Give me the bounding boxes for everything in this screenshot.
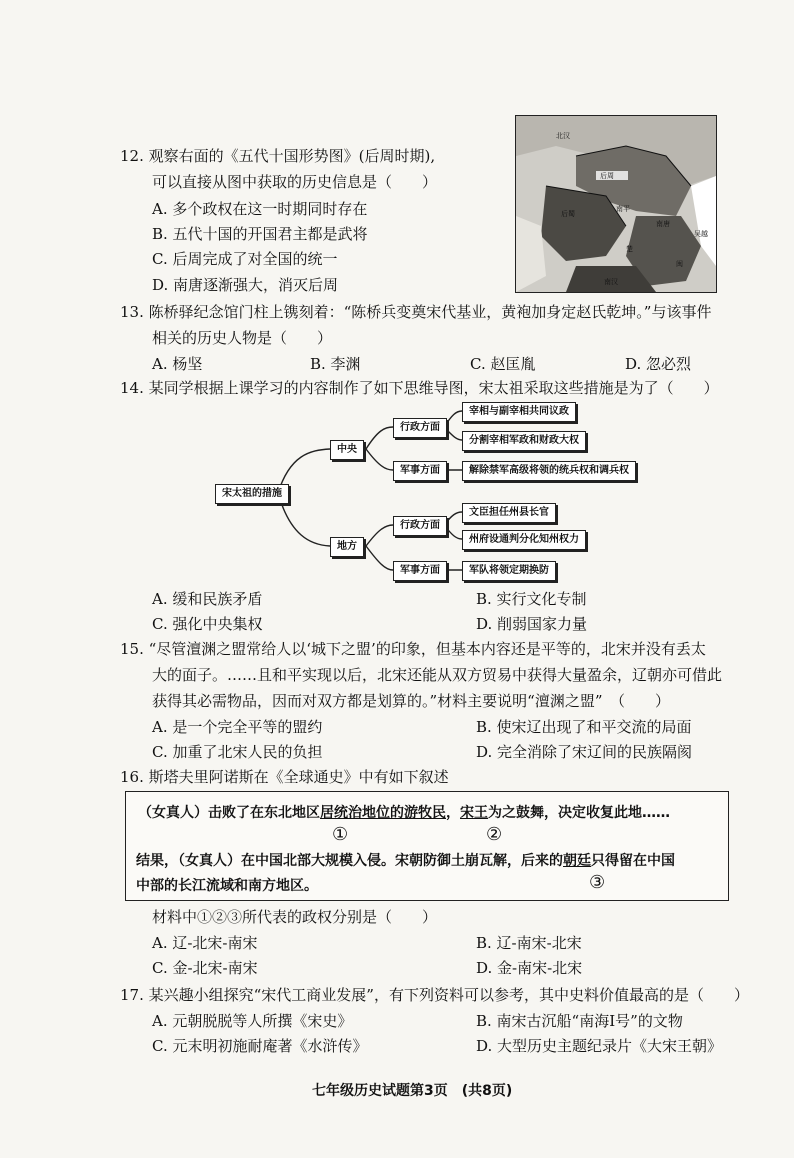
- quote-line1-part-a: （女真人）击败了在东北地区: [138, 805, 320, 821]
- map-label-nantang: 南唐: [656, 220, 670, 228]
- q17-option-b[interactable]: B. 南宋古沉船“南海Ⅰ号”的文物: [476, 1012, 683, 1030]
- q12-option-c[interactable]: C. 后周完成了对全国的统一: [152, 250, 338, 268]
- q17-option-d[interactable]: D. 大型历史主题纪录片《大宋王朝》: [476, 1037, 723, 1055]
- q13-stem-line2: 相关的历史人物是（ ）: [152, 329, 333, 347]
- q15-stem-line3: 获得其必需物品，因而对双方都是划算的。”材料主要说明“澶渊之盟” （ ）: [152, 692, 671, 710]
- page-footer: 七年级历史试题第3页 (共8页): [312, 1083, 513, 1099]
- q13-stem-line1: 13. 陈桥驿纪念馆门柱上镌刻着：“陈桥兵变奠宋代基业，黄袍加身定赵氏乾坤。”与该事件: [120, 303, 712, 321]
- map-label-houshu: 后蜀: [561, 210, 575, 218]
- quote-underline-1: 居统治地位的游牧民: [320, 805, 446, 821]
- mindmap-leaf-l-mil-1: 军队将领定期换防: [462, 561, 556, 581]
- q15-option-a[interactable]: A. 是一个完全平等的盟约: [152, 718, 323, 736]
- q17-option-c[interactable]: C. 元末明初施耐庵著《水浒传》: [152, 1037, 368, 1055]
- map-label-beihan: 北汉: [556, 132, 570, 140]
- quote-line1-part-e: 为之鼓舞，决定收复此地……: [488, 805, 670, 821]
- map-label-min: 闽: [676, 260, 683, 268]
- q14-option-c[interactable]: C. 强化中央集权: [152, 615, 263, 633]
- mindmap-leaf-c-admin-2: 分割宰相军政和财政大权: [462, 431, 586, 451]
- q16-quote-box: [125, 791, 729, 901]
- mindmap-leaf-c-admin-1: 宰相与副宰相共同议政: [462, 402, 576, 422]
- quote-line1: [138, 802, 670, 822]
- map-label-nanhan: 南汉: [604, 278, 618, 286]
- q15-option-b[interactable]: B. 使宋辽出现了和平交流的局面: [476, 718, 692, 736]
- q16-stem-line1: 16. 斯塔夫里阿诺斯在《全球通史》中有如下叙述: [120, 768, 449, 786]
- q17-stem-line1: 17. 某兴趣小组探究“宋代工商业发展”，有下列资料可以参考，其中史料价值最高的是（ ）: [120, 986, 749, 1004]
- q15-stem-line2: 大的面子。……且和平实现以后，北宋还能从双方贸易中获得大量盈余，辽朝亦可借此: [152, 666, 723, 684]
- q16-question: 材料中①②③所代表的政权分别是（ ）: [152, 908, 438, 926]
- map-label-houzhou: 后周: [600, 172, 614, 180]
- quote-line3: 中部的长江流域和南方地区。: [136, 878, 318, 894]
- q14-stem-line1: 14. 某同学根据上课学习的内容制作了如下思维导图，宋太祖采取这些措施是为了（ ）: [120, 379, 719, 397]
- q16-option-a[interactable]: A. 辽-北宋-南宋: [152, 934, 258, 952]
- marker-3: ③: [589, 872, 606, 893]
- q12-stem-line1: 12. 观察右面的《五代十国形势图》(后周时期),: [120, 147, 436, 165]
- mindmap-root: 宋太祖的措施: [215, 484, 289, 504]
- q15-option-c[interactable]: C. 加重了北宋人民的负担: [152, 743, 323, 761]
- mindmap-local: 地方: [330, 537, 364, 557]
- mindmap-local-military: 军事方面: [393, 561, 447, 581]
- q12-stem-line2: 可以直接从图中获取的历史信息是（ ）: [152, 173, 438, 191]
- q16-option-c[interactable]: C. 金-北宋-南宋: [152, 959, 258, 977]
- five-dynasties-map: [515, 115, 717, 293]
- quote-underline-3: 朝廷: [563, 853, 591, 869]
- quote-line2: [136, 850, 675, 870]
- q12-option-b[interactable]: B. 五代十国的开国君主都是武将: [152, 225, 368, 243]
- q16-option-d[interactable]: D. 金-南宋-北宋: [476, 959, 583, 977]
- q12-option-d[interactable]: D. 南唐逐渐强大，消灭后周: [152, 276, 339, 294]
- map-label-nanping: 南平: [616, 205, 630, 213]
- q13-option-b[interactable]: B. 李渊: [310, 355, 361, 373]
- quote-underline-2: 宋王: [460, 805, 488, 821]
- mindmap-center-military: 军事方面: [393, 461, 447, 481]
- q13-option-d[interactable]: D. 忽必烈: [625, 355, 692, 373]
- q14-option-b[interactable]: B. 实行文化专制: [476, 590, 587, 608]
- q15-option-d[interactable]: D. 完全消除了宋辽间的民族隔阂: [476, 743, 693, 761]
- mindmap-center-admin: 行政方面: [393, 418, 447, 438]
- quote-line2-tail: 只得留在中国: [591, 853, 675, 869]
- q14-option-d[interactable]: D. 削弱国家力量: [476, 615, 588, 633]
- mindmap-leaf-l-admin-1: 文臣担任州县长官: [462, 503, 556, 523]
- quote-line2-text: 结果，（女真人）在中国北部大规模入侵。宋朝防御土崩瓦解，后来的: [136, 853, 563, 869]
- q13-option-a[interactable]: A. 杨坚: [152, 355, 203, 373]
- mindmap-center: 中央: [330, 440, 364, 460]
- mindmap-local-admin: 行政方面: [393, 516, 447, 536]
- q12-option-a[interactable]: A. 多个政权在这一时期同时存在: [152, 200, 368, 218]
- q14-option-a[interactable]: A. 缓和民族矛盾: [152, 590, 263, 608]
- q16-option-b[interactable]: B. 辽-南宋-北宋: [476, 934, 582, 952]
- q15-stem-line1: 15. “尽管澶渊之盟常给人以‘城下之盟’的印象，但基本内容还是平等的，北宋并没有丢太: [120, 640, 706, 658]
- q13-option-c[interactable]: C. 赵匡胤: [470, 355, 536, 373]
- marker-1: ①: [332, 824, 349, 845]
- mindmap-leaf-c-mil-1: 解除禁军高级将领的统兵权和调兵权: [462, 461, 636, 481]
- q17-option-a[interactable]: A. 元朝脱脱等人所撰《宋史》: [152, 1012, 353, 1030]
- marker-2: ②: [486, 824, 503, 845]
- quote-line1-comma: ，: [446, 805, 460, 821]
- map-label-wuyue: 吴越: [694, 230, 708, 238]
- map-label-chu: 楚: [626, 245, 633, 253]
- mindmap-leaf-l-admin-2: 州府设通判分化知州权力: [462, 530, 586, 550]
